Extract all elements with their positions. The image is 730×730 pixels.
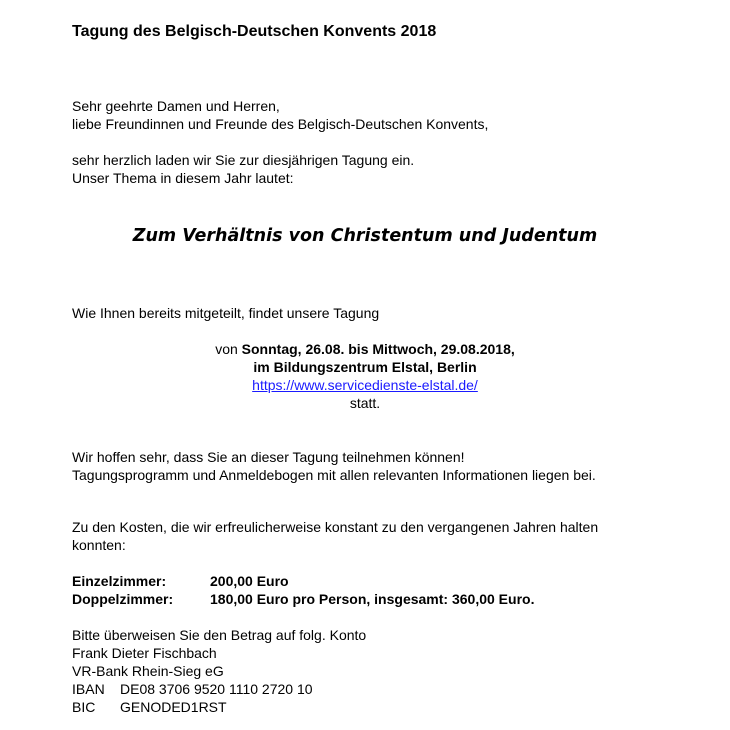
bic-row	[72, 698, 227, 716]
intro-line-2: Unser Thema in diesem Jahr lautet:	[72, 170, 294, 186]
letter-title: Tagung des Belgisch-Deutschen Konvents 2018	[72, 23, 437, 40]
event-dates-line	[0, 340, 730, 358]
costs-intro-line-2: konnten:	[72, 537, 126, 553]
payment-intro: Bitte überweisen Sie den Betrag auf folg. Konto	[72, 627, 367, 643]
bic-label: BIC	[72, 699, 96, 715]
iban-row	[72, 680, 313, 698]
event-url-link[interactable]: https://www.servicedienste-elstal.de/	[252, 377, 478, 393]
cost-label-double: Doppelzimmer:	[72, 591, 174, 607]
cost-value-single: 200,00 Euro	[210, 573, 289, 589]
salutation-line-2: liebe Freundinnen und Freunde des Belgisch-Deutschen Konvents,	[72, 116, 489, 132]
salutation-line-1: Sehr geehrte Damen und Herren,	[72, 98, 280, 114]
event-from-prefix: von	[215, 341, 242, 357]
bank-name: VR-Bank Rhein-Sieg eG	[72, 663, 224, 679]
notice-text: Wie Ihnen bereits mitgeteilt, findet unsere Tagung	[72, 305, 380, 321]
cost-label-single: Einzelzimmer:	[72, 573, 167, 589]
hope-line-1: Wir hoffen sehr, dass Sie an dieser Tagung teilnehmen können!	[72, 449, 465, 465]
cost-value-double: 180,00 Euro pro Person, insgesamt: 360,00 Euro.	[210, 591, 535, 607]
account-holder: Frank Dieter Fischbach	[72, 645, 217, 661]
event-dates: Sonntag, 26.08. bis Mittwoch, 29.08.2018,	[241, 341, 515, 357]
cost-row-double	[72, 590, 534, 608]
event-suffix: statt.	[349, 395, 381, 411]
event-url-line	[0, 376, 730, 394]
event-venue: im Bildungszentrum Elstal, Berlin	[253, 359, 477, 375]
hope-line-2: Tagungsprogramm und Anmeldebogen mit allen relevanten Informationen liegen bei.	[72, 467, 596, 483]
cost-row-single	[72, 572, 289, 590]
costs-intro-line-1: Zu den Kosten, die wir erfreulicherweise konstant zu den vergangenen Jahren halten	[72, 519, 599, 535]
intro-line-1: sehr herzlich laden wir Sie zur diesjährigen Tagung ein.	[72, 152, 415, 168]
bic-value: GENODED1RST	[120, 699, 227, 715]
theme-heading: Zum Verhältnis von Christentum und Judentum	[132, 226, 598, 246]
iban-label: IBAN	[72, 681, 105, 697]
iban-value: DE08 3706 9520 1110 2720 10	[120, 681, 313, 697]
